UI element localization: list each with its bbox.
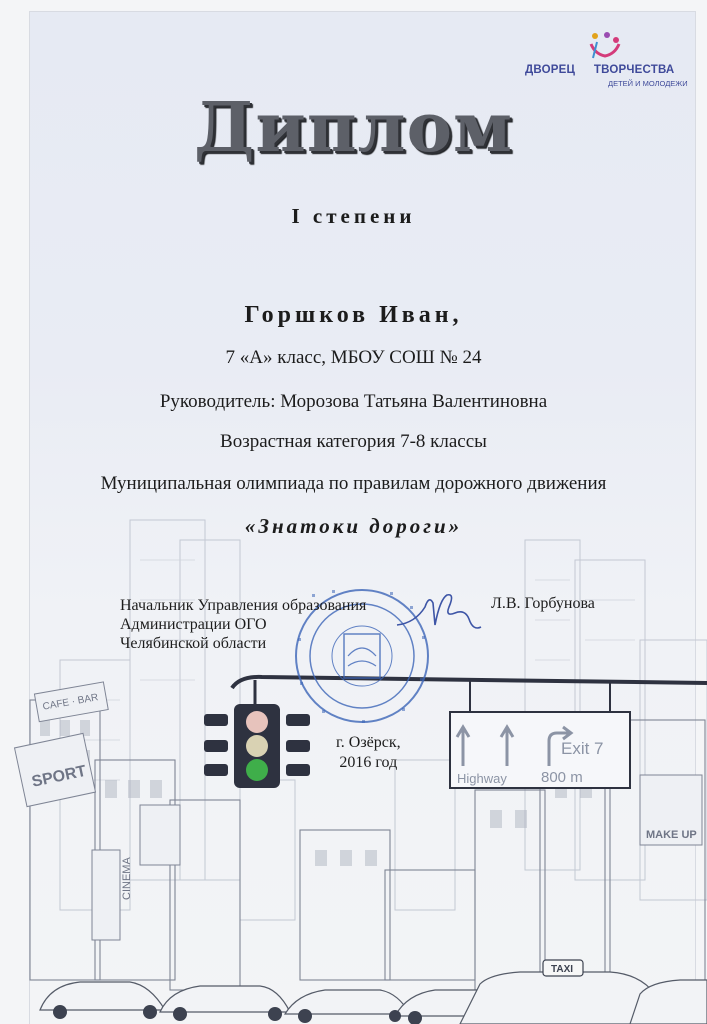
svg-text:TAXI: TAXI [551, 964, 574, 975]
degree-label: I степени [291, 204, 416, 228]
green-light-icon [246, 759, 268, 781]
diploma-title: Диплом [193, 88, 514, 168]
palace-logo [520, 30, 690, 95]
svg-text:CINEMA: CINEMA [121, 857, 133, 900]
logo-name [525, 64, 674, 76]
year-label: 2016 год [339, 754, 398, 771]
logo-name-left: ДВОРЕЦ [525, 64, 576, 76]
signer-line-3: Челябинской области [120, 635, 267, 652]
signer-block [120, 596, 366, 653]
exit-label: Exit 7 [561, 739, 604, 758]
signer-line-1: Начальник Управления образования [120, 597, 367, 614]
logo-figures-icon [585, 30, 625, 66]
age-category: Возрастная категория 7-8 классы [220, 431, 487, 452]
event-description: Муниципальная олимпиада по правилам дорожного движения [100, 473, 607, 494]
svg-text:MAKE UP: MAKE UP [646, 829, 697, 841]
signer-line-2: Администрации ОГО [120, 616, 267, 633]
svg-text:SPORT: SPORT [30, 762, 88, 791]
highway-sign [449, 711, 631, 789]
place-and-date [336, 733, 401, 773]
svg-text:CAFE · BAR: CAFE · BAR [41, 692, 100, 713]
class-info: 7 «А» класс, МБОУ СОШ № 24 [225, 347, 482, 368]
highway-label: Highway [457, 771, 507, 786]
recipient-name: Горшков Иван, [244, 302, 463, 328]
supervisor-line: Руководитель: Морозова Татьяна Валентиновна [159, 391, 548, 412]
city-label: г. Озёрск, [336, 734, 401, 751]
logo-subtitle: ДЕТЕЙ И МОЛОДЕЖИ [608, 79, 688, 88]
event-name: «Знатоки дороги» [244, 514, 463, 538]
signature-icon [395, 585, 495, 645]
signer-name: Л.В. Горбунова [491, 595, 595, 612]
logo-name-right: ТВОРЧЕСТВА [593, 64, 675, 76]
distance-label: 800 m [541, 769, 583, 786]
